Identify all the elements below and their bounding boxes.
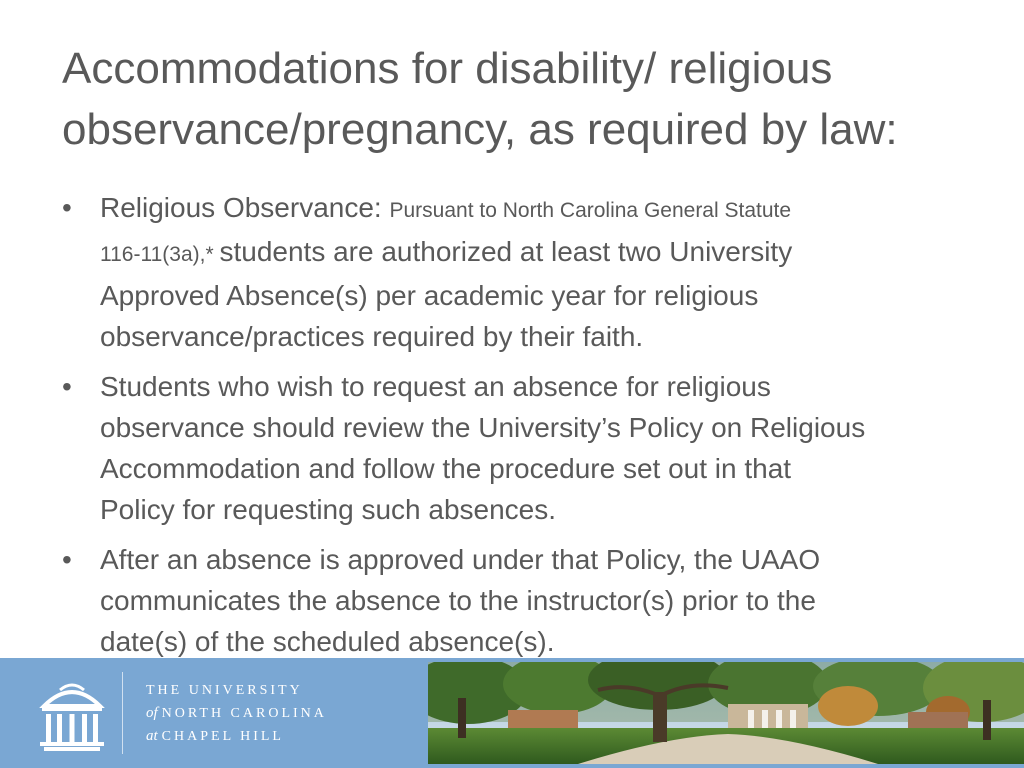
bullet-line: observance/practices required by their faith. <box>100 321 644 352</box>
footer-divider <box>122 672 123 754</box>
bullet-line: Students who wish to request an absence for religious <box>100 371 771 402</box>
bullet-line <box>100 187 992 231</box>
bullet-item-request-absence <box>62 366 992 530</box>
bullet-glyph: • <box>62 371 72 402</box>
bullet-line: Accommodation and follow the procedure set out in that <box>100 453 792 484</box>
bullet-text: students are authorized at least two University <box>219 236 793 267</box>
bullet-list <box>62 187 992 671</box>
title-line-2: observance/pregnancy, as required by law: <box>62 105 898 154</box>
university-wordmark <box>146 680 327 748</box>
bullet-glyph: • <box>62 544 72 575</box>
title-line-1: Accommodations for disability/ religious <box>62 44 833 93</box>
bullet-line: Policy for requesting such absences. <box>100 494 557 525</box>
bullet-line: date(s) of the scheduled absence(s). <box>100 626 555 657</box>
wordmark-nc: NORTH CAROLINA <box>161 706 327 721</box>
wordmark-line-1: THE UNIVERSITY <box>146 683 303 698</box>
old-well-icon <box>38 676 106 752</box>
bullet-item-approved-absence <box>62 539 992 662</box>
statute-number: 116-11(3a),* <box>100 243 220 266</box>
bullet-line <box>100 231 992 275</box>
wordmark-line-3 <box>146 725 327 748</box>
wordmark-of: of <box>146 705 158 721</box>
wordmark-line-2 <box>146 702 327 725</box>
bullet-line: After an absence is approved under that Policy, the UAAO <box>100 544 821 575</box>
statute-text: Pursuant to North Carolina General Statute <box>389 199 792 222</box>
campus-panorama-image <box>428 662 1024 764</box>
bullet-term: Religious Observance: <box>100 192 390 223</box>
bullet-line: communicates the absence to the instructor(s) prior to the <box>100 585 816 616</box>
wordmark-chapel-hill: CHAPEL HILL <box>161 729 284 744</box>
bullet-line: observance should review the University’s Policy on Religious <box>100 412 866 443</box>
slide-title <box>62 38 992 160</box>
bullet-item-religious-observance <box>62 187 992 357</box>
wordmark-at: at <box>146 728 158 744</box>
footer-band <box>0 658 1024 768</box>
bullet-line: Approved Absence(s) per academic year for religious <box>100 280 759 311</box>
bullet-glyph: • <box>62 192 72 223</box>
